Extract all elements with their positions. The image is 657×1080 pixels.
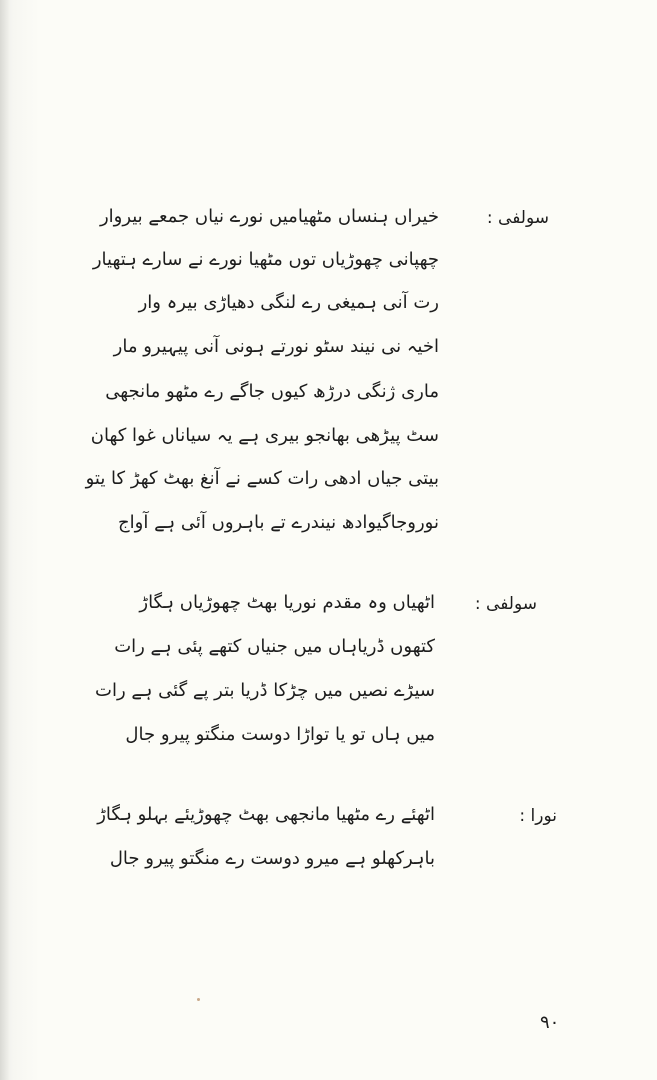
verse-line: بیتی جیاں ادھی رات کسے نے آنغ بھٹ کھڑ کا یتو (85, 468, 439, 489)
verse-line: اٹھیاں وہ مقدم نوریا بھٹ چھوڑیاں ہگاڑ (139, 592, 435, 613)
verse-line: ماری ژنگی درڑھ کیوں جاگے رے مٹھو مانجھی (105, 381, 439, 402)
verse-line: اخیہ نی نیند سٹو نورتے ہونی آنی پیہیرو مار (113, 336, 439, 357)
speaker-label: سولفی : (474, 594, 537, 614)
verse-line: باہرکھلو ہے میرو دوست رے منگتو پیرو جال (109, 848, 435, 869)
verse-line: کتھوں ڈریاہاں میں جنیاں کتھے پئی ہے رات (114, 636, 435, 657)
page-number: ۹۰ (540, 1012, 560, 1033)
verse-line: سٹ پیڑھی بھانجو بیری ہے یہ سیاناں غوا کھان (90, 425, 439, 446)
speaker-label: سولفی : (486, 208, 549, 228)
verse-line: رت آنی ہمیغی رے لنگی دھیاڑی بیرہ وار (138, 292, 439, 313)
paper-speck (197, 998, 200, 1001)
speaker-label: نورا : (519, 806, 557, 826)
verse-line: سیڑے نصیں میں چڑکا ڈریا بتر پے گئی ہے رات (95, 680, 435, 701)
verse-line: خیراں ہنساں مٹھیامیں نورے نیاں جمعے بیروار (99, 206, 439, 227)
page-spine-shadow (0, 0, 10, 1080)
verse-line: چھپانی چھوڑیاں توں مٹھیا نورے نے سارے ہتھیار (92, 249, 439, 270)
verse-line: اٹھئے رے مٹھیا مانجھی بھٹ چھوڑیئے بہلو ہگاڑ (97, 804, 435, 825)
verse-line: نوروجاگیوادھ نیندرے تے باہروں آئی ہے آواج (118, 512, 439, 533)
verse-line: میں ہاں تو یا تواڑا دوست منگتو پیرو جال (125, 724, 435, 745)
